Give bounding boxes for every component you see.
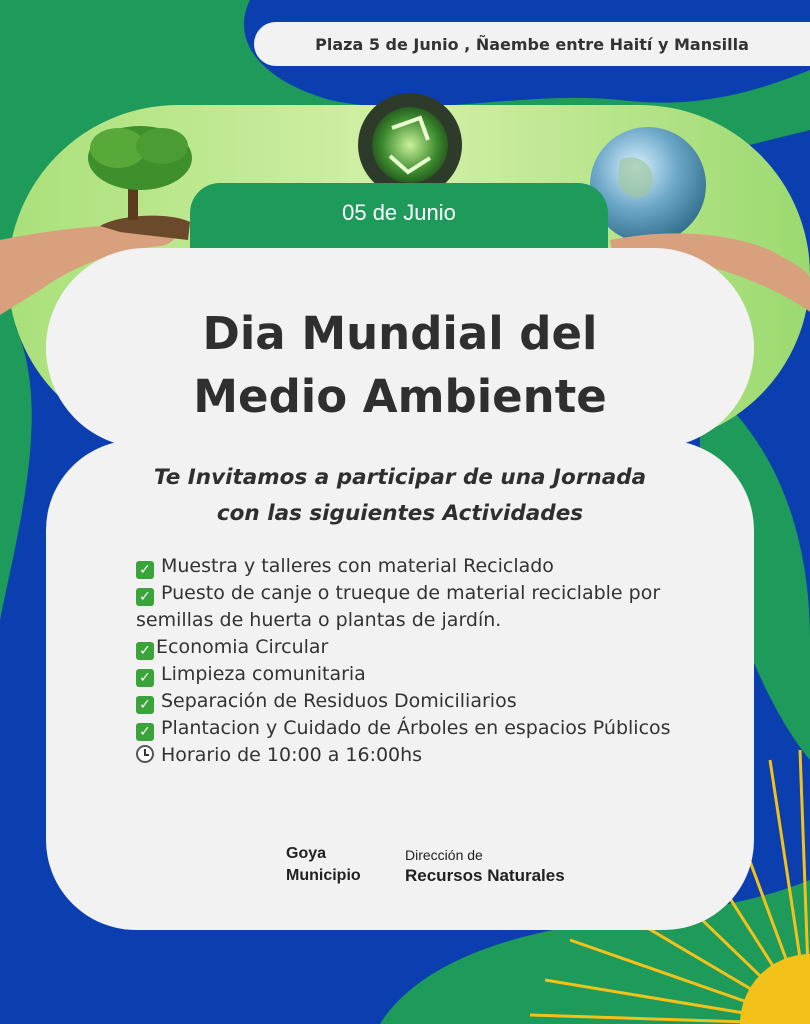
recycle-orb-illustration [358, 93, 462, 197]
schedule-item: Horario de 10:00 a 16:00hs [136, 742, 736, 769]
event-date: 05 de Junio [342, 200, 456, 225]
invitation-line1: Te Invitamos a participar de una Jornada [153, 465, 647, 490]
checkmark-icon: ✓ [136, 696, 154, 714]
activity-item: ✓ Muestra y talleres con material Reciclado [136, 553, 736, 580]
activity-item: ✓ Economia Circular [136, 634, 736, 661]
checkmark-icon: ✓ [136, 642, 154, 660]
invitation-line2: con las siguientes Actividades [216, 501, 584, 526]
checkmark-icon: ✓ [136, 588, 154, 606]
activity-item: ✓ Puesto de canje o trueque de material reciclable por semillas de huerta o plantas de jardín. [136, 582, 661, 631]
activities-list [136, 553, 736, 769]
recursos-naturales-label: Dirección de Recursos Naturales [405, 847, 565, 885]
invitation-text [80, 460, 720, 532]
event-title-line1: Dia Mundial del [202, 307, 598, 360]
event-title [60, 302, 740, 428]
checkmark-icon: ✓ [136, 669, 154, 687]
location-banner: Plaza 5 de Junio , Ñaembe entre Haití y Mansilla [254, 22, 810, 66]
activity-item: ✓ Limpieza comunitaria [136, 661, 736, 688]
checkmark-icon: ✓ [136, 561, 154, 579]
event-title-line2: Medio Ambiente [193, 370, 607, 423]
clock-icon [136, 745, 154, 763]
goya-municipio-label: Goya Municipio [286, 845, 361, 884]
activity-item: ✓ Plantacion y Cuidado de Árboles en espacios Públicos [136, 715, 736, 742]
activity-item: ✓ Separación de Residuos Domiciliarios [136, 688, 736, 715]
checkmark-icon: ✓ [136, 723, 154, 741]
